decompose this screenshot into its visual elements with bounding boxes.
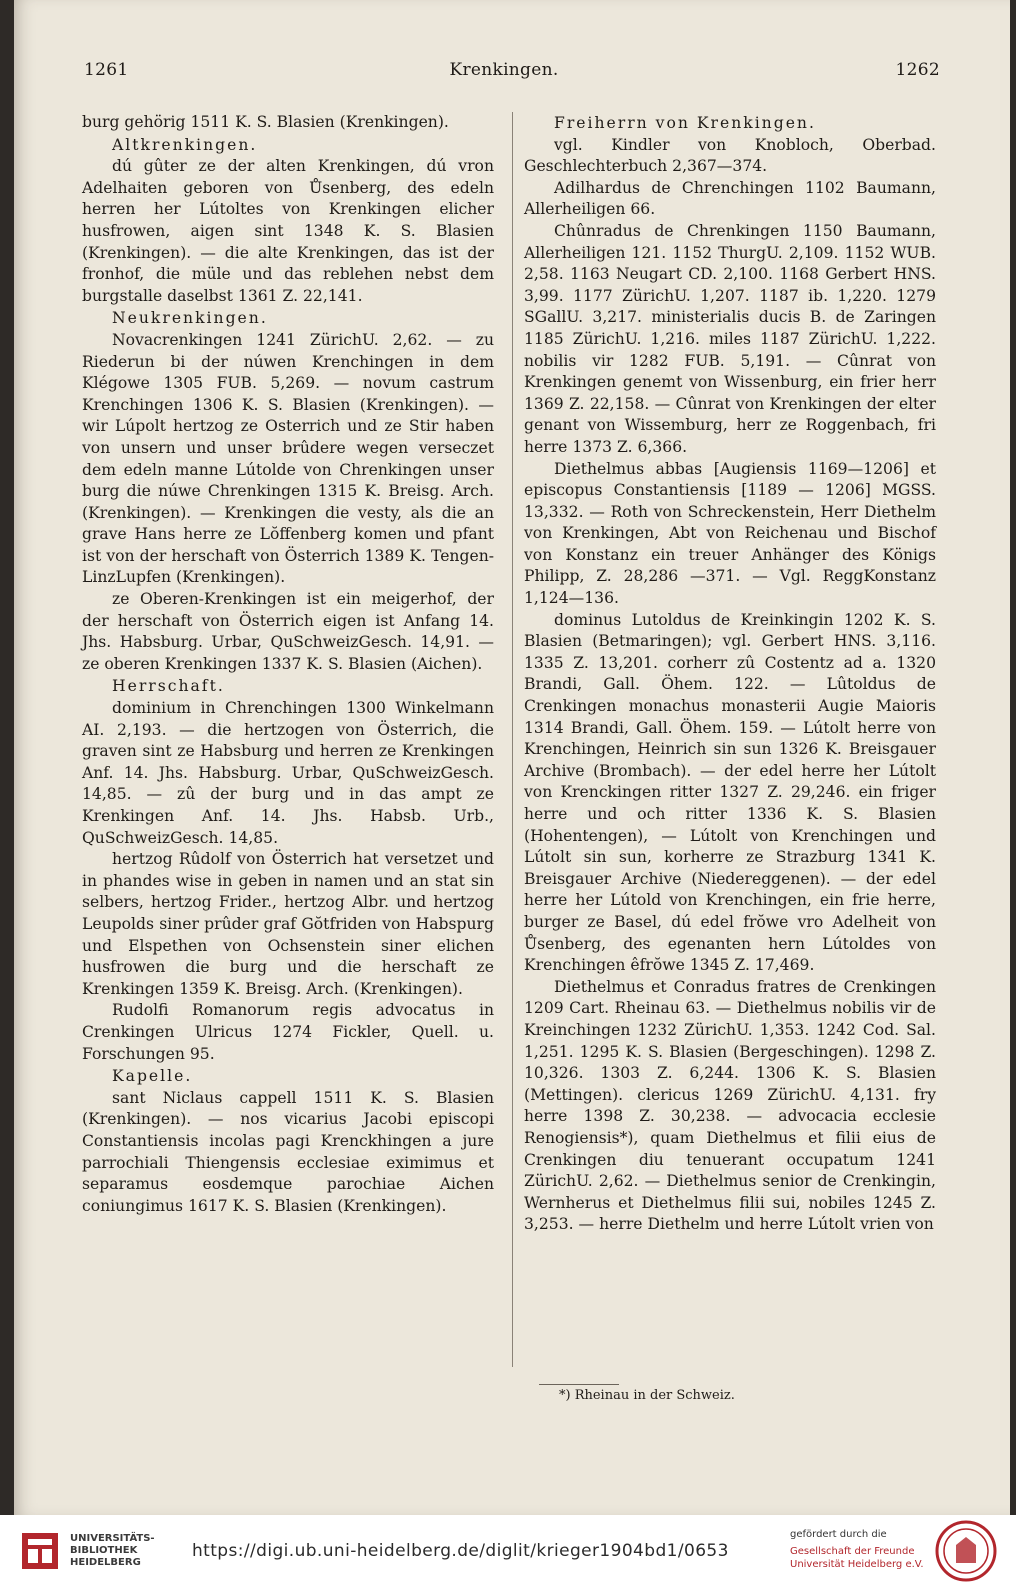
section-heading: Herrschaft. [112, 677, 225, 696]
section-heading: Kapelle. [112, 1067, 193, 1086]
paragraph: Adilhardus de Chrenchingen 1102 Baumann, Allerheiligen 66. [524, 178, 936, 219]
section-heading: Freiherrn von Krenkingen. [554, 114, 816, 132]
right-column [524, 112, 936, 1236]
scanned-page [14, 0, 1010, 1515]
left-column [82, 112, 494, 1217]
sponsor-name: Gesellschaft der Freunde Universität Heidelberg e.V. [790, 1546, 924, 1570]
paragraph: vgl. Kindler von Knobloch, Oberbad. Geschlechterbuch 2,367—374. [524, 135, 936, 176]
paragraph: burg gehörig 1511 K. S. Blasien (Krenkingen). [82, 113, 449, 131]
left-page-number: 1261 [84, 60, 129, 80]
paragraph: Novacrenkingen 1241 ZürichU. 2,62. — zu Riederun bi der núwen Krenchingen in dem Klégowe 1305 FUB. 5,269. — novum castrum Krenchingen 1306 K. S. Blasien (Krenkingen). — wir Lúpolt hertzog ze Osterrich und ze Stir haben von unsern und unser brûdere wegen verseczet dem edeln manne Lútolde von Chrenkingen unser burg die núwe Chrenkingen 1315 K. Breisg. Arch. (Krenkingen). — Krenkingen die vesty, als die an grave Hans herre ze Lŏffenberg komen und pfant ist von der herschaft von Österrich 1389 K. Tengen-LinzLupfen (Krenkingen). [82, 330, 494, 587]
paragraph: sant Niclaus cappell 1511 K. S. Blasien (Krenkingen). — nos vicarius Jacobi episcopi Constantiensis incolas pagi Krenckhingen a jure parrochiali Thiengensis ecclesiae eximimus et separamus eosdemque parochiae Aichen coniungimus 1617 K. S. Blasien (Krenkingen). [82, 1088, 494, 1215]
university-seal-icon [934, 1519, 998, 1583]
permalink-url[interactable]: https://digi.ub.uni-heidelberg.de/diglit/krieger1904bd1/0653 [192, 1541, 729, 1561]
footnote-rule [539, 1384, 619, 1385]
viewer-footer [0, 1515, 1016, 1588]
university-library-logo-icon [18, 1529, 62, 1573]
paragraph: hertzog Rûdolf von Österrich hat versetzet und in phandes wise in geben in namen und an stat sin selbers, hertzog Frider., hertzog Albr. und hertzog Leupolds siner prûder graf Gŏtfriden von Habspurg und Elspethen von Ochsenstein siner elichen husfrowen die burg und die herschaft ze Krenkingen 1359 K. Breisg. Arch. (Krenkingen). [82, 850, 494, 998]
paragraph: dú gûter ze der alten Krenkingen, dú vron Adelhaiten geboren von Ůsenberg, des edeln herren her Lútoltes von Krenkingen elicher husfrowen, aigen sint 1348 K. S. Blasien (Krenkingen). — die alte Krenkingen, das ist der fronhof, die müle und das reblehen nebst dem burgstalle daselbst 1361 Z. 22,141. [82, 157, 494, 305]
running-title: Krenkingen. [449, 60, 559, 80]
institution-name: UNIVERSITÄTS- BIBLIOTHEK HEIDELBERG [70, 1533, 155, 1568]
paragraph: ze Oberen-Krenkingen ist ein meigerhof, der der herschaft von Österrich eigen ist Anfang 14. Jhs. Habsburg. Urbar, QuSchweizGesch. 14,91. — ze oberen Krenkingen 1337 K. S. Blasien (Aichen). [82, 590, 494, 673]
right-page-number: 1262 [895, 60, 940, 80]
section-heading: Altkrenkingen. [112, 135, 258, 154]
sponsor-label: gefördert durch die [790, 1529, 887, 1540]
section-heading: Neukrenkingen. [112, 309, 268, 328]
paragraph: Rudolfi Romanorum regis advocatus in Crenkingen Ulricus 1274 Fickler, Quell. u. Forschungen 95. [82, 1001, 494, 1063]
paragraph: dominus Lutoldus de Kreinkingin 1202 K. S. Blasien (Betmaringen); vgl. Gerbert HNS. 3,116. 1335 Z. 13,201. corherr zû Costentz ad a. 1320 Brandi, Gall. Öhem. 122. — Lûtoldus de Crenkingen monachus monasterii Augie Maioris 1314 Brandi, Gall. Öhem. 159. — Lútolt herre von Krenchingen, Heinrich sin sun 1326 K. Breisgauer Archive (Brombach). — der edel herre her Lútolt von Krenckingen ritter 1327 Z. 29,246. ein friger herre und och ritter 1336 K. S. Blasien (Hohentengen), — Lútolt von Krenchingen und Lútolt sin sun, korherre ze Strazburg 1341 K. Breisgauer Archive (Niedereggenen). — der edel herre her Lútold von Krenchingen, ein frie herre, burger ze Basel, dú edel frŏwe vro Adelheit von Ůsenberg, des egenanten hern Lútoldes von Krenchingen êfrŏwe 1345 Z. 17,469. [524, 610, 936, 975]
footnote: *) Rheinau in der Schweiz. [559, 1388, 735, 1403]
column-divider [512, 112, 513, 1367]
paragraph: Diethelmus abbas [Augiensis 1169—1206] et episcopus Constantiensis [1189 — 1206] MGSS. 13,332. — Roth von Schreckenstein, Herr Diethelm von Krenkingen, Abt von Reichenau und Bischof von Konstanz ein treuer Anhänger des Königs Philipp, Z. 28,286 —371. — Vgl. ReggKonstanz 1,124—136. [524, 459, 936, 608]
paragraph: Chûnradus de Chrenkingen 1150 Baumann, Allerheiligen 121. 1152 ThurgU. 2,109. 1152 WUB. 2,58. 1163 Neugart CD. 2,100. 1168 Gerbert HNS. 3,99. 1177 ZürichU. 1,207. 1187 ib. 1,220. 1279 SGallU. 3,217. ministerialis ducis B. de Zaringen 1185 ZürichU. 1,216. miles 1187 ZürichU. 1,222. nobilis vir 1282 FUB. 5,191. — Cûnrat von Krenkingen genemt von Wissenburg, ein frier herr 1369 Z. 22,158. — Cûnrat von Krenkingen der elter genant von Wissemburg, herr ze Roggenbach, fri herre 1373 Z. 6,366. [524, 221, 936, 456]
paragraph: dominium in Chrenchingen 1300 Winkelmann AI. 2,193. — die hertzogen von Österrich, die graven sint ze Habsburg und herren ze Krenkingen Anf. 14. Jhs. Habsburg. Urbar, QuSchweizGesch. 14,85. — zû der burg und in das ampt ze Krenkingen Anf. 14. Jhs. Habsb. Urb., QuSchweizGesch. 14,85. [82, 699, 494, 847]
paragraph: Diethelmus et Conradus fratres de Crenkingen 1209 Cart. Rheinau 63. — Diethelmus nobilis vir de Kreinchingen 1232 ZürichU. 1,353. 1242 Cod. Sal. 1,251. 1295 K. S. Blasien (Bergeschingen). 1298 Z. 10,326. 1303 Z. 6,244. 1306 K. S. Blasien (Mettingen). clericus 1269 ZürichU. 4,131. fry herre 1398 Z. 30,238. — advocacia ecclesie Renogiensis*), quam Diethelmus et filii eius de Crenkingen diu tenuerant occupatum 1241 ZürichU. 2,62. — Diethelmus senior de Crenkingin, Wernherus et Diethelmus filii sui, nobiles 1245 Z. 3,253. — herre Diethelm und herre Lútolt vrien von [524, 977, 936, 1234]
